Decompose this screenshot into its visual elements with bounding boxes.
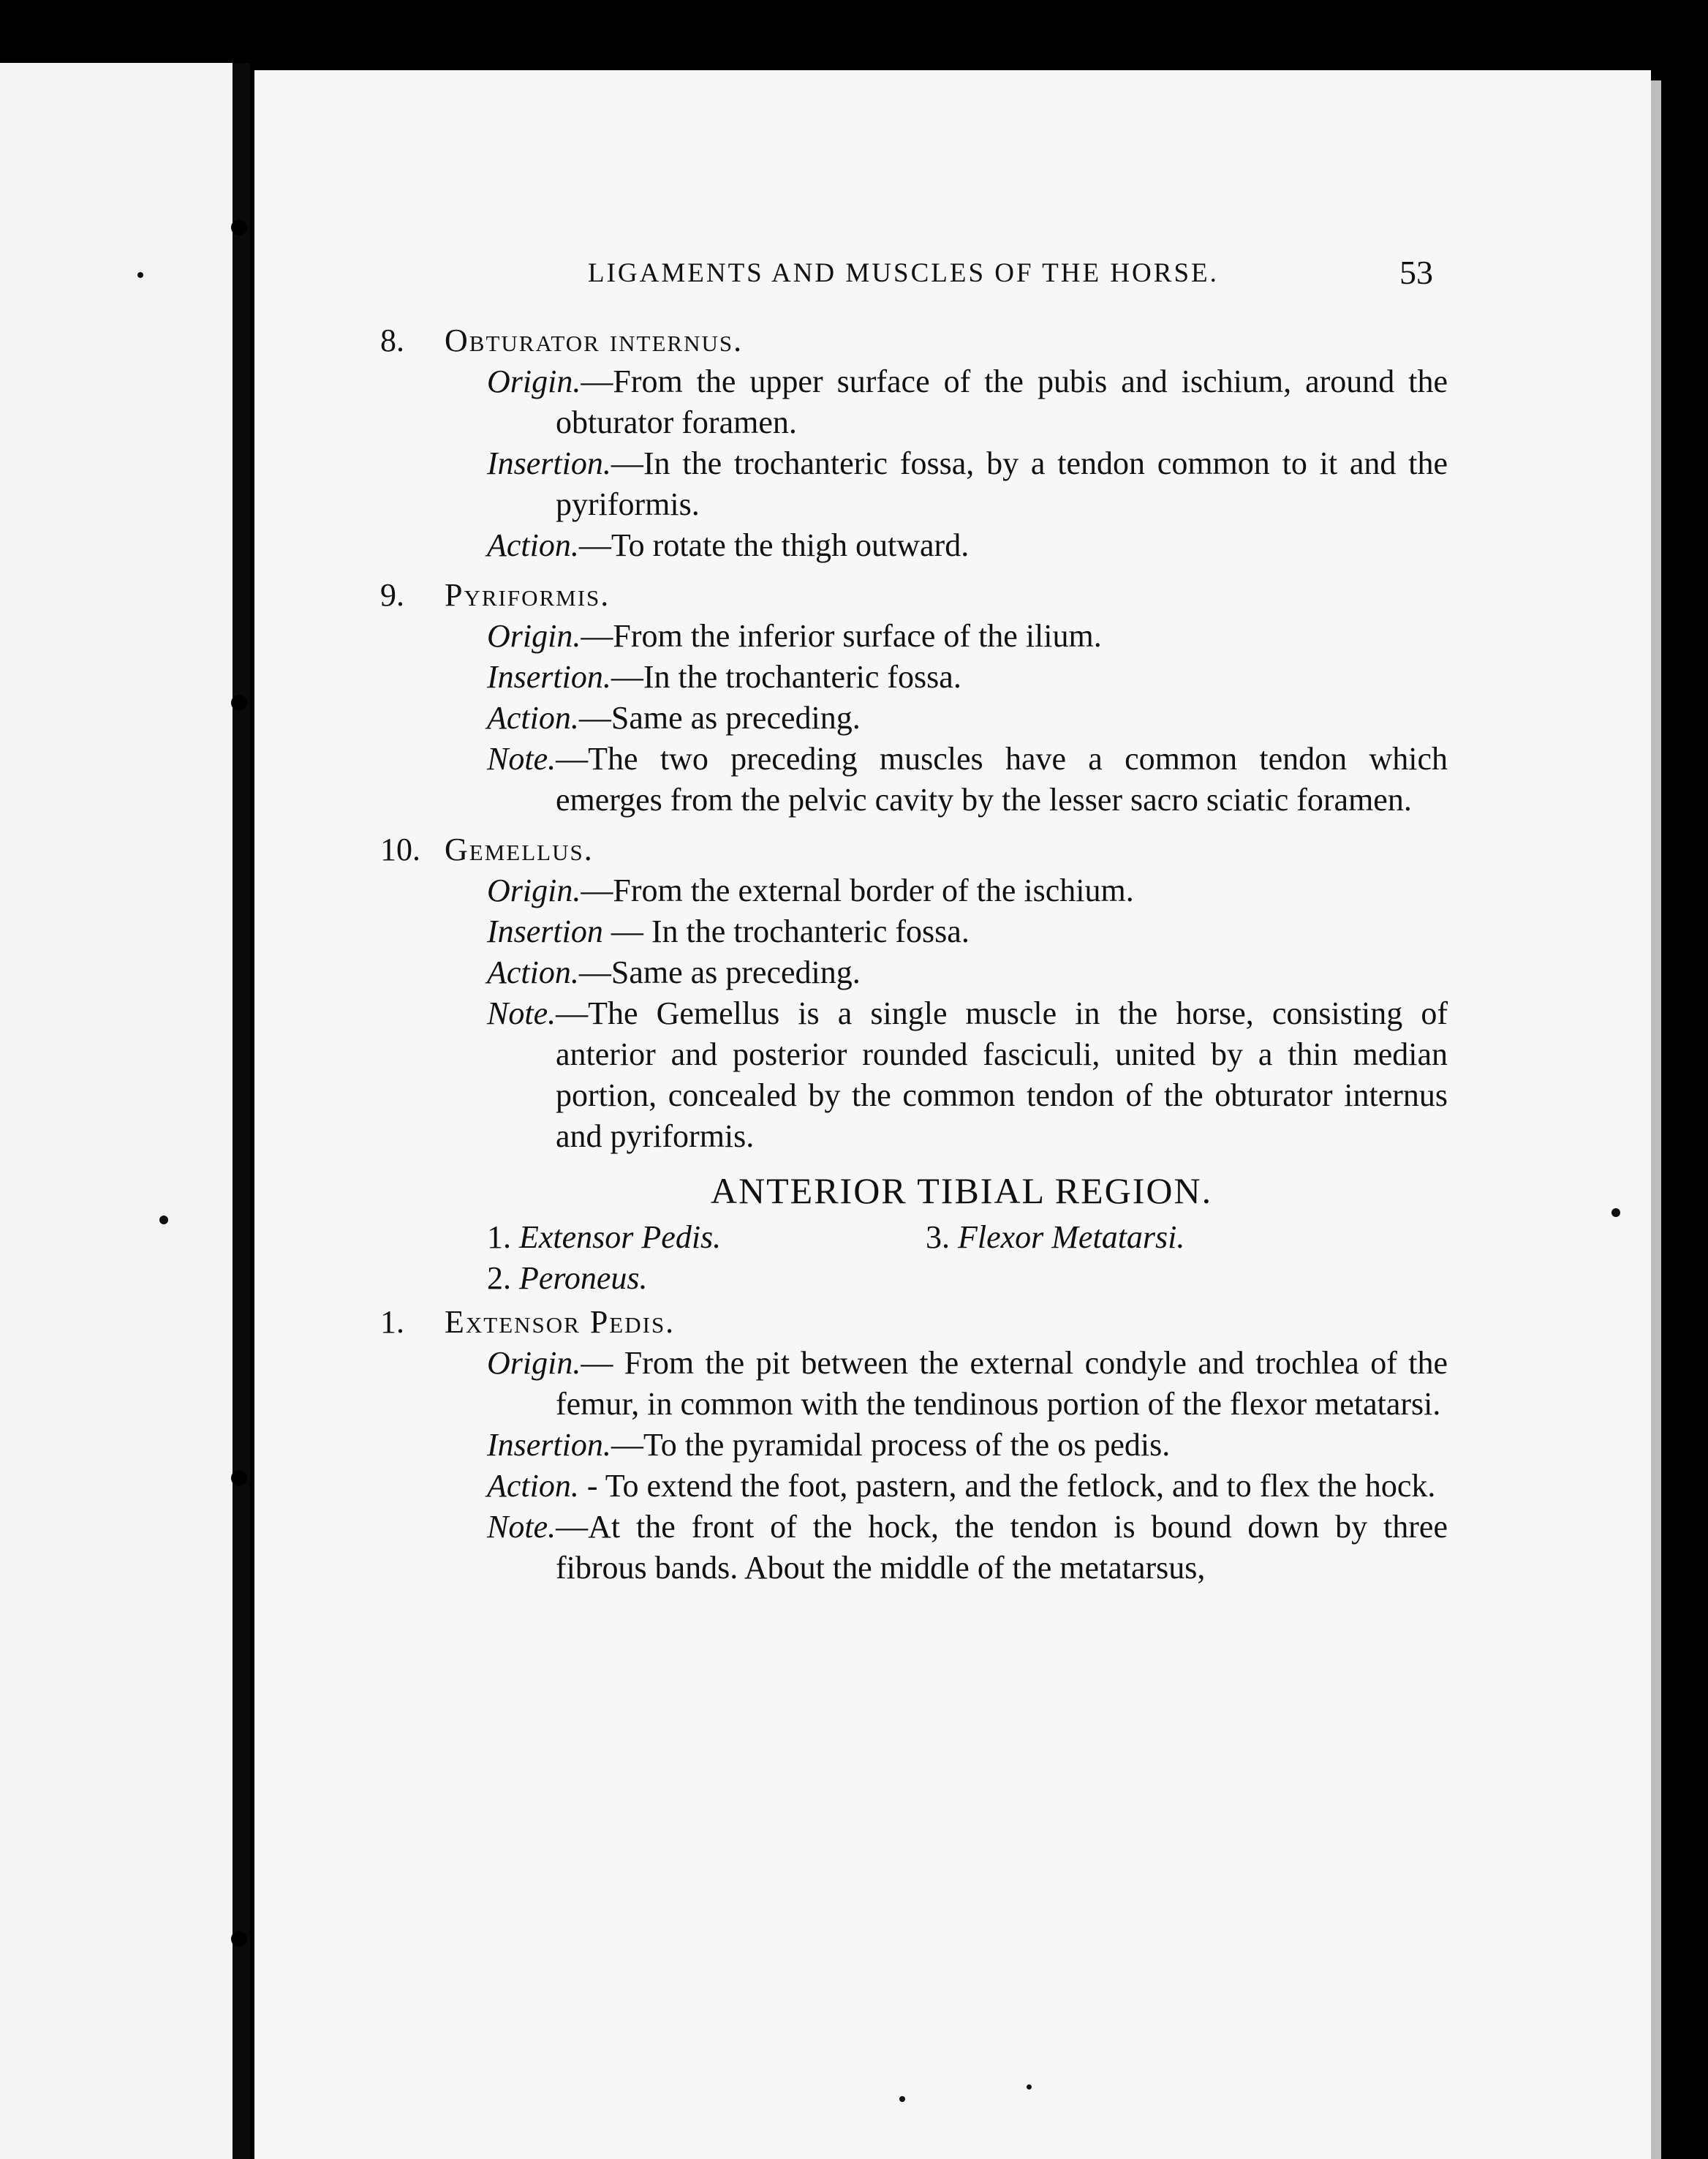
spine-notch — [231, 1470, 247, 1486]
spine-notch — [231, 219, 247, 236]
entry-number: 9. — [380, 577, 404, 613]
entry-paragraph — [487, 993, 1448, 1157]
muscle-list-number: 3. — [926, 1219, 950, 1255]
paragraph-label: Action. — [487, 954, 579, 990]
section-title: ANTERIOR TIBIAL REGION. — [710, 1170, 1213, 1211]
ink-speck — [159, 1216, 168, 1224]
spine-notch — [231, 695, 247, 711]
muscle-list-number: 1. — [487, 1219, 511, 1255]
paragraph-text: —In the trochanteric fossa, by a tendon common to it and the pyriformis. — [556, 445, 1448, 522]
paragraph-text: — From the pit between the external condyle and trochlea of the femur, in common with the tendinous portion of the flexor metatarsi. — [556, 1345, 1448, 1422]
paragraph-label: Action. — [487, 527, 579, 563]
entry-heading — [380, 575, 1448, 616]
paragraph-label: Note. — [487, 1509, 556, 1545]
muscle-list-item — [926, 1217, 1184, 1258]
paragraph-label: Action. — [487, 700, 579, 736]
paragraph-text: - To extend the foot, pastern, and the fetlock, and to flex the hock. — [578, 1468, 1436, 1504]
paragraph-text: —From the upper surface of the pubis and ischium, around the obturator foramen. — [556, 363, 1448, 440]
paragraph-label: Action. — [487, 1468, 579, 1504]
muscle-list-name: Peroneus. — [519, 1260, 648, 1296]
entry-paragraph — [487, 1425, 1448, 1466]
paragraph-text: —Same as preceding. — [578, 954, 861, 990]
paragraph-text: —At the front of the hock, the tendon is bound down by three fibrous bands. About the middle of the metatarsus, — [556, 1509, 1448, 1586]
entry-heading — [380, 1302, 1448, 1343]
paragraph-text: —The two preceding muscles have a common tendon which emerges from the pelvic cavity by the lesser sacro sciatic foramen. — [556, 741, 1448, 818]
entry-paragraph — [487, 1466, 1448, 1507]
entry-paragraph — [487, 657, 1448, 698]
page-edge-shadow — [1651, 80, 1661, 2159]
paragraph-label: Insertion. — [487, 445, 611, 481]
paragraph-label: Insertion — [487, 913, 603, 949]
page-number: 53 — [1399, 254, 1433, 291]
paragraph-text: —From the external border of the ischium. — [581, 873, 1134, 908]
ink-speck — [1027, 2084, 1032, 2090]
muscle-list-number: 2. — [487, 1260, 511, 1296]
paragraph-label: Origin. — [487, 363, 581, 399]
entry-heading — [380, 320, 1448, 361]
paragraph-text: —To rotate the thigh outward. — [578, 527, 970, 563]
muscle-list-item — [487, 1217, 721, 1258]
paragraph-text: —From the inferior surface of the ilium. — [581, 618, 1102, 654]
entry-paragraph — [487, 616, 1448, 657]
entry-paragraph — [487, 1343, 1448, 1425]
entry-title: Gemellus. — [445, 832, 594, 867]
paragraph-label: Origin. — [487, 873, 581, 908]
book-spine — [233, 63, 250, 2159]
entry-title: Obturator internus. — [445, 323, 744, 358]
ink-speck — [137, 272, 143, 278]
paragraph-label: Note. — [487, 995, 556, 1031]
ink-speck — [1611, 1208, 1620, 1217]
spine-notch — [231, 1931, 247, 1947]
ink-speck — [899, 2096, 905, 2102]
entry-paragraph — [487, 443, 1448, 525]
muscle-list-name: Flexor Metatarsi. — [958, 1219, 1185, 1255]
muscle-list-item — [487, 1258, 648, 1299]
entry-paragraph — [487, 1507, 1448, 1589]
entry-heading — [380, 829, 1448, 870]
paragraph-text: —In the trochanteric fossa. — [611, 659, 961, 695]
entry-paragraph — [487, 525, 1448, 566]
paragraph-label: Note. — [487, 741, 556, 777]
paragraph-text: —Same as preceding. — [578, 700, 861, 736]
paragraph-label: Origin. — [487, 618, 581, 654]
paragraph-label: Insertion. — [487, 659, 611, 695]
entry-paragraph — [487, 952, 1448, 993]
entry-number: 10. — [380, 832, 420, 867]
facing-page-edge — [0, 63, 234, 2159]
entry-paragraph — [487, 870, 1448, 911]
entry-title: Extensor Pedis. — [445, 1304, 676, 1340]
paragraph-text: —The Gemellus is a single muscle in the horse, consisting of anterior and posterior rounded fasciculi, united by a thin median portion, concealed by the common tendon of the obturator internus and pyriformis. — [556, 995, 1448, 1154]
entry-number: 1. — [380, 1304, 404, 1340]
muscle-list — [487, 1217, 1448, 1299]
entry-paragraph — [487, 361, 1448, 443]
running-head: LIGAMENTS AND MUSCLES OF THE HORSE. — [588, 258, 1219, 288]
entry-paragraph — [487, 698, 1448, 739]
page-body — [380, 320, 1448, 1589]
entry-number: 8. — [380, 323, 404, 358]
entry-paragraph — [487, 911, 1448, 952]
muscle-list-name: Extensor Pedis. — [519, 1219, 722, 1255]
paragraph-text: — In the trochanteric fossa. — [602, 913, 970, 949]
paragraph-text: —To the pyramidal process of the os pedis. — [611, 1427, 1171, 1463]
paragraph-label: Origin. — [487, 1345, 581, 1381]
paragraph-label: Insertion. — [487, 1427, 611, 1463]
entry-paragraph — [487, 739, 1448, 821]
entry-title: Pyriformis. — [445, 577, 611, 613]
